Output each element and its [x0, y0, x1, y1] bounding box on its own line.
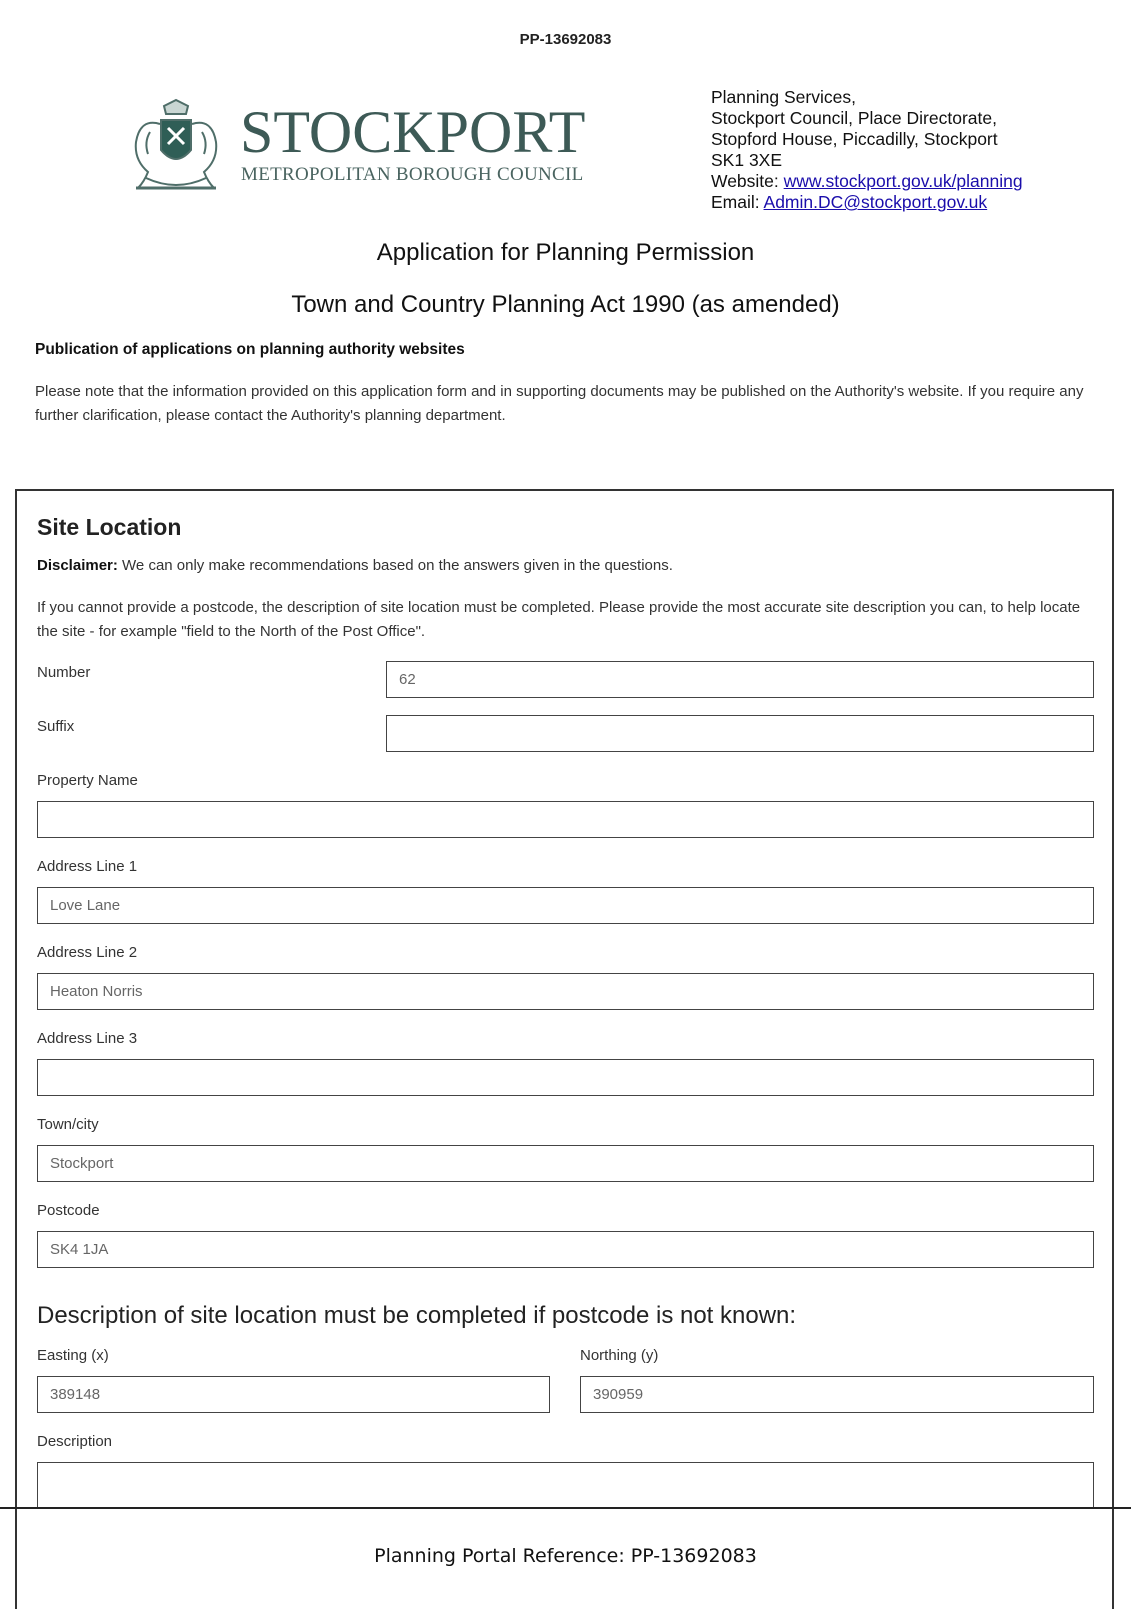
address-line-3-field[interactable] [37, 1059, 1094, 1096]
email-link[interactable]: Admin.DC@stockport.gov.uk [763, 192, 988, 212]
disclaimer [37, 557, 673, 574]
address-line: Stopford House, Piccadilly, Stockport [711, 129, 998, 149]
address-line-3-label: Address Line 3 [37, 1030, 138, 1047]
website-label: Website: [711, 171, 779, 191]
postcode-field[interactable]: SK4 1JA [37, 1231, 1094, 1268]
email-label: Email: [711, 192, 760, 212]
number-field[interactable]: 62 [386, 661, 1094, 698]
address-line-2-field[interactable]: Heaton Norris [37, 973, 1094, 1010]
address-line: SK1 3XE [711, 150, 783, 170]
number-label: Number [37, 664, 91, 681]
site-info-text: If you cannot provide a postcode, the description of site location must be completed. Please provide the most accurate site description you can, to help locate the site - for example "field to the North of the Post Office". [37, 599, 1081, 640]
disclaimer-text: We can only make recommendations based on the answers given in the questions. [117, 557, 673, 574]
description-heading: Description of site location must be completed if postcode is not known: [37, 1302, 797, 1329]
page-subtitle: Town and Country Planning Act 1990 (as amended) [291, 291, 840, 318]
website-line [711, 171, 1023, 192]
publication-heading: Publication of applications on planning authority websites [35, 341, 465, 358]
address-line: Planning Services, [711, 87, 856, 107]
northing-field[interactable]: 390959 [580, 1376, 1094, 1413]
easting-field[interactable]: 389148 [37, 1376, 550, 1413]
footer-reference: Planning Portal Reference: PP-13692083 [374, 1545, 757, 1567]
council-name: STOCKPORT [240, 99, 586, 165]
website-link[interactable]: www.stockport.gov.uk/planning [783, 171, 1023, 191]
address-line-2-label: Address Line 2 [37, 944, 138, 961]
address-line-1-label: Address Line 1 [37, 858, 138, 875]
site-location-panel [15, 489, 1114, 1609]
publication-text: Please note that the information provided on this application form and in supporting documents may be published on the Authority's website. If you require any further clarification, please contact the Authority's planning department. [35, 383, 1084, 424]
property-name-field[interactable] [37, 801, 1094, 838]
address-line: Stockport Council, Place Directorate, [711, 108, 997, 128]
disclaimer-label: Disclaimer: [37, 557, 118, 574]
easting-label: Easting (x) [37, 1347, 109, 1364]
council-address [711, 87, 1023, 213]
coat-of-arms-icon [126, 98, 226, 194]
property-name-label: Property Name [37, 772, 138, 789]
page-title: Application for Planning Permission [376, 239, 755, 266]
council-subtitle: METROPOLITAN BOROUGH COUNCIL [241, 164, 584, 185]
description-field[interactable] [37, 1462, 1094, 1507]
email-line [711, 192, 1023, 213]
address-line-1-field[interactable]: Love Lane [37, 887, 1094, 924]
description-label: Description [37, 1433, 113, 1450]
section-title: Site Location [37, 514, 182, 540]
suffix-field[interactable] [386, 715, 1094, 752]
town-field[interactable]: Stockport [37, 1145, 1094, 1182]
northing-label: Northing (y) [580, 1347, 659, 1364]
suffix-label: Suffix [37, 718, 75, 735]
reference-number: PP-13692083 [519, 31, 612, 48]
town-label: Town/city [37, 1116, 99, 1133]
postcode-label: Postcode [37, 1202, 100, 1219]
footer-divider [0, 1507, 1131, 1509]
council-logo [126, 98, 586, 198]
